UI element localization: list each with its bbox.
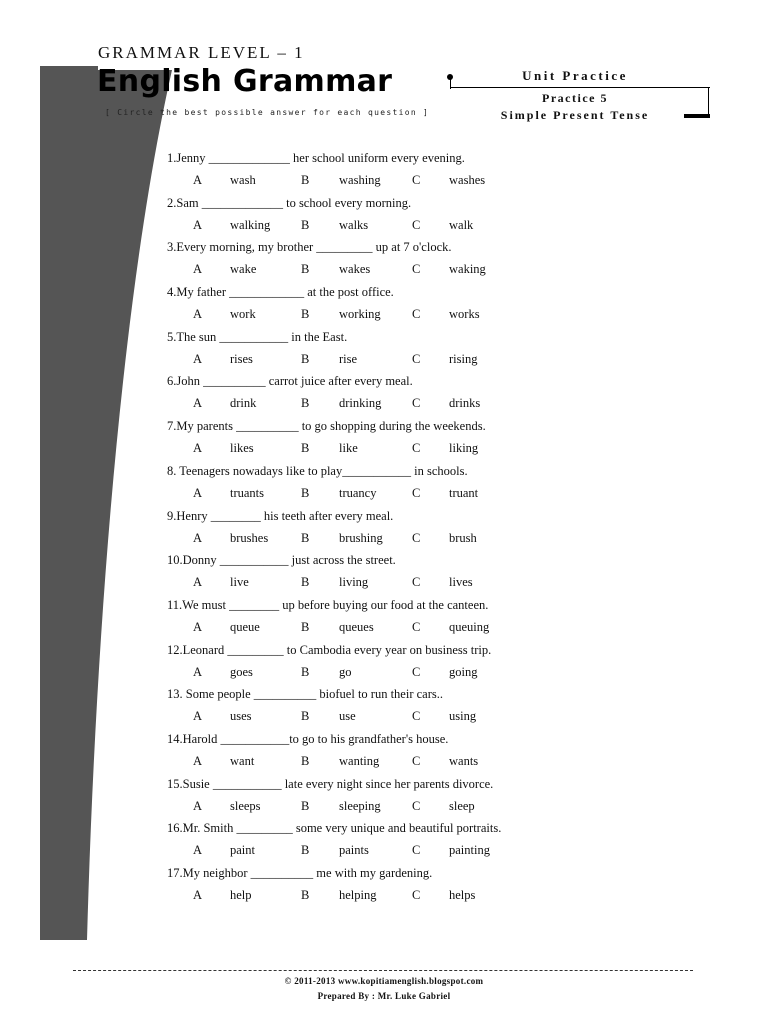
option-letter-c: C <box>412 262 421 277</box>
option-a[interactable]: uses <box>230 709 252 724</box>
question-text: 7.My parents __________ to go shopping during the weekends. <box>167 419 486 434</box>
option-letter-b: B <box>301 441 310 456</box>
option-letter-c: C <box>412 888 421 902</box>
footer-divider <box>73 970 693 971</box>
option-a[interactable]: work <box>230 307 256 322</box>
option-letter-c: C <box>412 753 421 768</box>
option-c[interactable]: truant <box>449 485 479 500</box>
instruction-text: [ Circle the best possible answer for each question ] <box>105 108 430 117</box>
option-a[interactable]: help <box>230 888 252 902</box>
option-c[interactable]: queuing <box>449 619 490 634</box>
option-letter-c: C <box>412 441 421 456</box>
option-c[interactable]: sleep <box>449 798 475 813</box>
option-a[interactable]: walking <box>230 217 271 232</box>
option-c[interactable]: washes <box>449 173 486 187</box>
footer-copyright: © 2011-2013 www.kopitiamenglish.blogspot.com <box>284 976 484 986</box>
unit-label: Unit Practice <box>522 68 628 83</box>
option-b[interactable]: queues <box>339 619 374 634</box>
option-letter-c: C <box>412 709 421 724</box>
option-b[interactable]: paints <box>339 843 369 858</box>
question-text: 17.My neighbor __________ me with my gardening. <box>167 866 433 880</box>
question-text: 13. Some people __________ biofuel to run their cars.. <box>167 687 443 702</box>
question-text: 4.My father ____________ at the post office. <box>167 285 394 300</box>
option-letter-b: B <box>301 173 310 187</box>
option-letter-b: B <box>301 530 310 545</box>
option-letter-b: B <box>301 396 310 411</box>
option-a[interactable]: wake <box>230 262 257 277</box>
option-letter-b: B <box>301 888 310 902</box>
option-letter-c: C <box>412 307 421 322</box>
option-letter-b: B <box>301 753 310 768</box>
question-text: 14.Harold ___________to go to his grandfather's house. <box>167 731 449 746</box>
question-text: 11.We must ________ up before buying our food at the canteen. <box>167 597 489 612</box>
option-letter-b: B <box>301 575 310 590</box>
option-letter-c: C <box>412 619 421 634</box>
question-text: 15.Susie ___________ late every night since her parents divorce. <box>167 776 494 791</box>
practice-label: Practice 5 <box>542 91 608 105</box>
option-b[interactable]: like <box>339 441 358 456</box>
option-letter-b: B <box>301 351 310 366</box>
option-letter-a: A <box>193 798 203 813</box>
option-b[interactable]: wanting <box>339 753 380 768</box>
option-letter-b: B <box>301 217 310 232</box>
question-text: 3.Every morning, my brother _________ up at 7 o'clock. <box>167 240 452 255</box>
option-letter-b: B <box>301 262 310 277</box>
question-text: 8. Teenagers nowadays like to play___________ in schools. <box>167 463 468 478</box>
option-letter-a: A <box>193 619 203 634</box>
option-c[interactable]: going <box>449 664 478 679</box>
option-letter-a: A <box>193 843 203 858</box>
option-a[interactable]: likes <box>230 441 254 456</box>
question-text: 9.Henry ________ his teeth after every meal. <box>167 508 394 523</box>
option-b[interactable]: truancy <box>339 485 377 500</box>
option-letter-b: B <box>301 307 310 322</box>
option-letter-c: C <box>412 575 421 590</box>
option-letter-b: B <box>301 798 310 813</box>
option-b[interactable]: wakes <box>339 262 371 277</box>
option-a[interactable]: queue <box>230 619 260 634</box>
option-b[interactable]: drinking <box>339 396 382 411</box>
option-letter-c: C <box>412 485 421 500</box>
option-c[interactable]: walk <box>449 217 474 232</box>
question-text: 12.Leonard _________ to Cambodia every year on business trip. <box>167 642 492 657</box>
option-b[interactable]: working <box>339 307 381 322</box>
grammar-level: GRAMMAR LEVEL – 1 <box>98 43 305 62</box>
option-c[interactable]: wants <box>449 753 479 768</box>
option-c[interactable]: lives <box>449 575 473 590</box>
option-c[interactable]: works <box>449 307 480 322</box>
option-letter-a: A <box>193 173 203 187</box>
topic-label: Simple Present Tense <box>500 108 650 122</box>
option-a[interactable]: sleeps <box>230 798 261 813</box>
option-letter-a: A <box>193 351 203 366</box>
option-letter-c: C <box>412 843 421 858</box>
option-b[interactable]: brushing <box>339 530 383 545</box>
option-b[interactable]: go <box>339 664 352 679</box>
option-letter-b: B <box>301 619 310 634</box>
option-letter-c: C <box>412 530 421 545</box>
option-c[interactable]: brush <box>449 530 477 545</box>
option-b[interactable]: helping <box>339 888 377 902</box>
option-letter-b: B <box>301 485 310 500</box>
page-title: English Grammar <box>97 64 393 99</box>
option-a[interactable]: truants <box>230 485 265 500</box>
option-letter-a: A <box>193 396 203 411</box>
option-b[interactable]: use <box>339 709 356 724</box>
option-b[interactable]: walks <box>339 217 369 232</box>
question-text: 1.Jenny _____________ her school uniform every evening. <box>167 151 465 165</box>
option-a[interactable]: wash <box>230 173 256 187</box>
option-letter-a: A <box>193 307 203 322</box>
option-b[interactable]: sleeping <box>339 798 381 813</box>
option-a[interactable]: want <box>230 753 255 768</box>
option-a[interactable]: brushes <box>230 530 269 545</box>
option-letter-a: A <box>193 575 203 590</box>
option-c[interactable]: liking <box>449 441 479 456</box>
option-letter-a: A <box>193 441 203 456</box>
option-b[interactable]: washing <box>339 173 381 187</box>
option-letter-a: A <box>193 262 203 277</box>
option-c[interactable]: painting <box>449 843 490 858</box>
option-letter-c: C <box>412 396 421 411</box>
option-letter-a: A <box>193 217 203 232</box>
option-a[interactable]: goes <box>230 664 253 679</box>
option-a[interactable]: live <box>230 575 249 590</box>
option-letter-b: B <box>301 664 310 679</box>
option-letter-c: C <box>412 351 421 366</box>
question-text: 2.Sam _____________ to school every morning. <box>167 195 412 210</box>
option-a[interactable]: rises <box>230 351 253 366</box>
option-letter-c: C <box>412 217 421 232</box>
unit-practice-box <box>448 68 710 122</box>
option-letter-a: A <box>193 753 203 768</box>
option-c[interactable]: using <box>449 709 477 724</box>
question-text: 16.Mr. Smith _________ some very unique and beautiful portraits. <box>167 821 502 836</box>
option-letter-c: C <box>412 173 421 187</box>
option-c[interactable]: waking <box>449 262 486 277</box>
option-letter-b: B <box>301 709 310 724</box>
option-a[interactable]: paint <box>230 843 255 858</box>
footer-author: Prepared By : Mr. Luke Gabriel <box>317 991 451 1001</box>
question-text: 5.The sun ___________ in the East. <box>167 329 348 344</box>
option-b[interactable]: rise <box>339 351 358 366</box>
option-letter-a: A <box>193 888 203 902</box>
option-letter-a: A <box>193 485 203 500</box>
question-text: 10.Donny ___________ just across the street. <box>167 553 396 568</box>
option-b[interactable]: living <box>339 575 369 590</box>
option-c[interactable]: drinks <box>449 396 481 411</box>
option-c[interactable]: rising <box>449 351 478 366</box>
option-letter-c: C <box>412 798 421 813</box>
option-letter-c: C <box>412 664 421 679</box>
option-letter-a: A <box>193 709 203 724</box>
option-letter-a: A <box>193 664 203 679</box>
option-letter-a: A <box>193 530 203 545</box>
option-c[interactable]: helps <box>449 888 476 902</box>
question-text: 6.John __________ carrot juice after every meal. <box>167 374 413 389</box>
option-a[interactable]: drink <box>230 396 257 411</box>
option-letter-b: B <box>301 843 310 858</box>
